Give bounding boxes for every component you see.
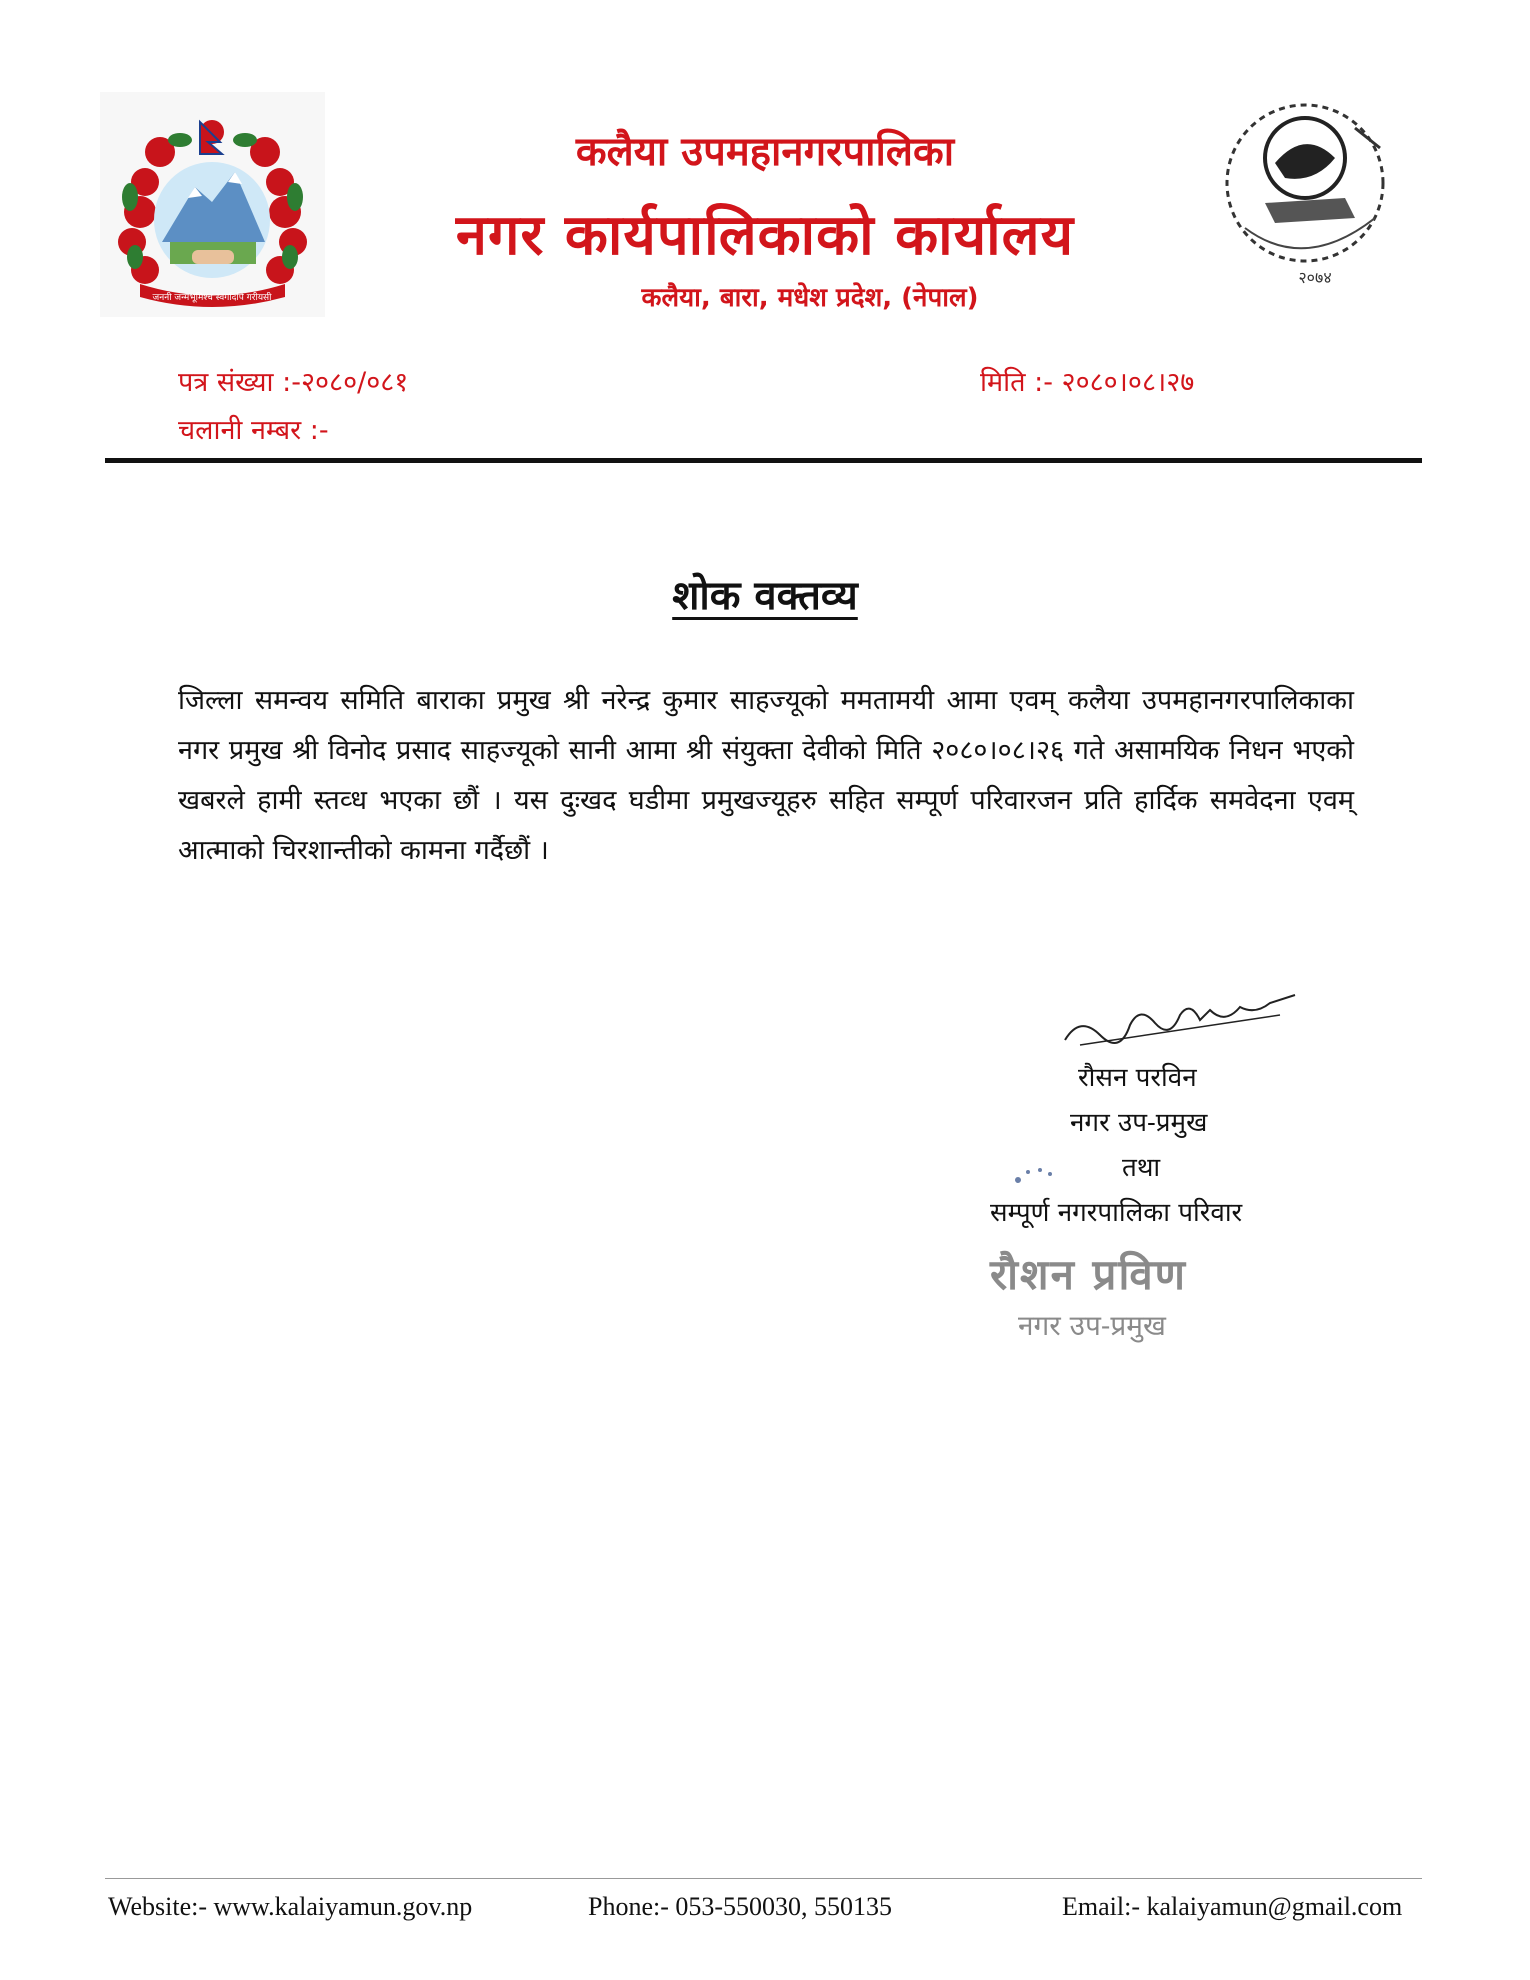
footer-website: Website:- www.kalaiyamun.gov.np xyxy=(108,1892,473,1921)
letter-number: पत्र संख्या :-२०८०/०८१ xyxy=(178,367,409,398)
dispatch-number: चलानी नम्बर :- xyxy=(178,415,329,446)
official-stamp xyxy=(990,1245,1187,1344)
condolence-body-text: जिल्ला समन्वय समिति बाराका प्रमुख श्री नरेन्द्र कुमार साहज्यूको ममतामयी आमा एवम् कलैया उपमहानगरपालिकाका नगर प्रमुख श्री विनोद प्रसाद साहज्यूको सानी आमा श्री संयुक्ता देवीको मिति २०८०।०८।२६ गते असामयिक निधन भएको खबरले हामी स्तव्ध भएका छौं । यस दुःखद घडीमा प्रमुखज्यूहरु सहित सम्पूर्ण परिवारजन प्रति हार्दिक समवेदना एवम् आत्माको चिरशान्तीको कामना गर्दैछौं । xyxy=(178,685,1354,866)
stamp-name: रौशन प्रविण xyxy=(990,1250,1188,1299)
office-name: नगर कार्यपालिकाको कार्यालय xyxy=(455,203,1075,268)
svg-text:२०७४: २०७४ xyxy=(1298,268,1332,287)
footer-phone: Phone:- 053-550030, 550135 xyxy=(588,1892,893,1921)
office-address: कलैया, बारा, मधेश प्रदेश, (नेपाल) xyxy=(641,283,979,313)
footer-divider xyxy=(105,1878,1422,1879)
document-title: शोक वक्तव्य xyxy=(672,573,858,619)
signatory-designation: नगर उप-प्रमुख xyxy=(1070,1108,1208,1138)
ink-marks xyxy=(1010,1160,1070,1190)
signatory-conjunction: तथा xyxy=(1122,1153,1161,1183)
municipality-name: कलैया उपमहानगरपालिका xyxy=(575,129,955,175)
municipality-seal-logo xyxy=(1205,88,1425,298)
footer-email: Email:- kalaiyamun@gmail.com xyxy=(1062,1892,1403,1921)
stamp-designation: नगर उप-प्रमुख xyxy=(1018,1309,1166,1342)
letter-date: मिति :- २०८०।०८।२७ xyxy=(980,367,1195,398)
signatory-name: रौसन परविन xyxy=(1078,1063,1197,1093)
header-divider xyxy=(105,458,1422,463)
signatory-family: सम्पूर्ण नगरपालिका परिवार xyxy=(990,1198,1243,1228)
svg-text:जननी जन्मभूमिश्च स्वर्गादपि गर: जननी जन्मभूमिश्च स्वर्गादपि गरीयसी xyxy=(152,293,272,303)
handwritten-signature xyxy=(1060,985,1300,1055)
